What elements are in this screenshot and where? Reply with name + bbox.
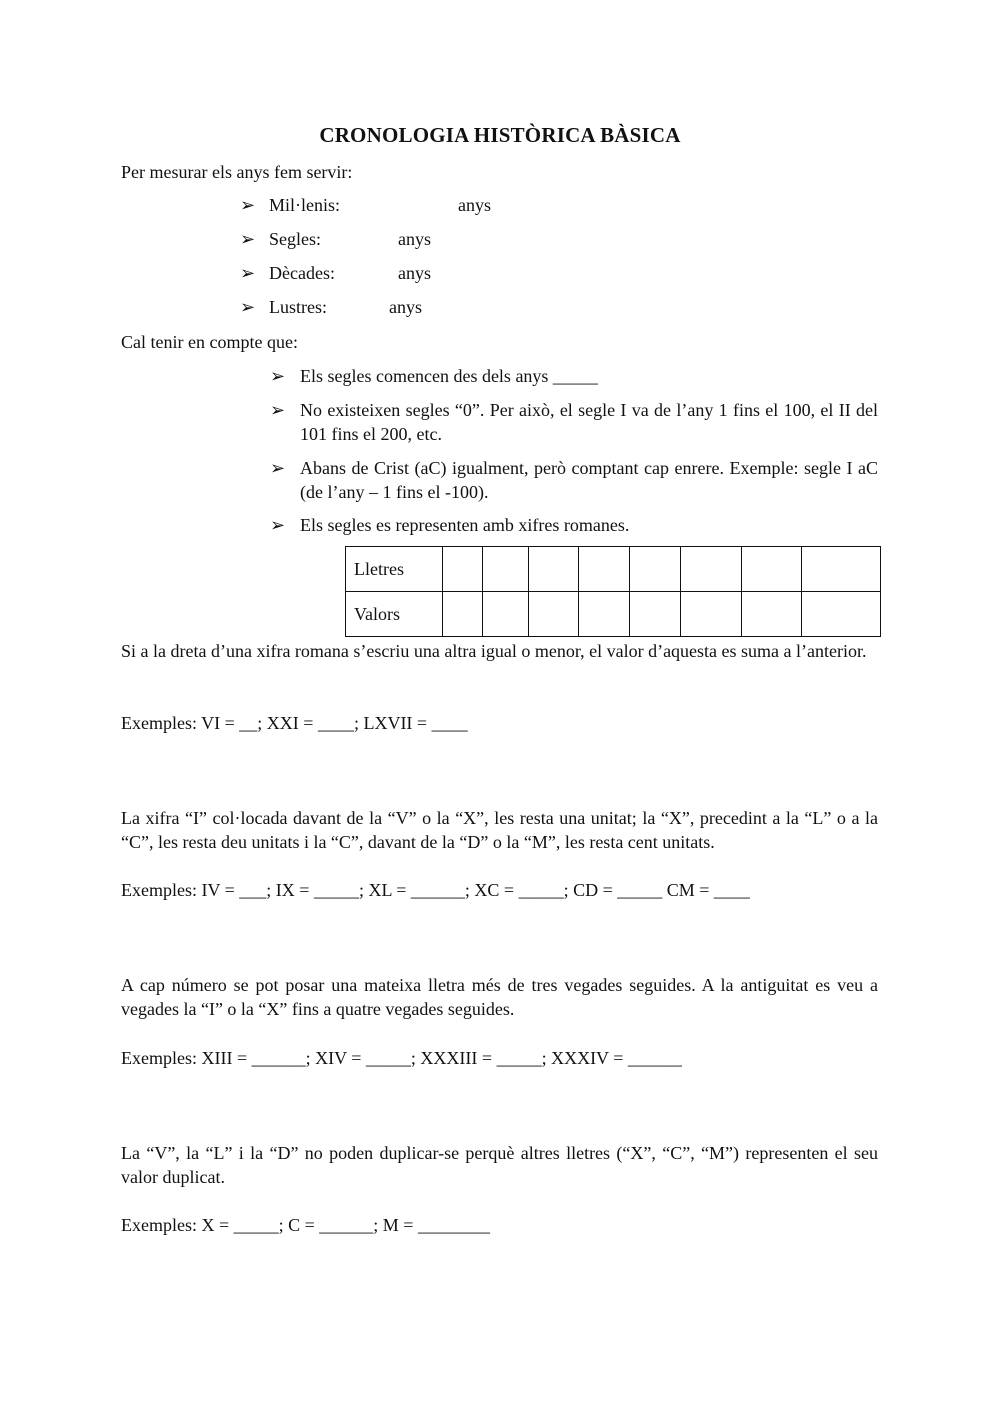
value-cell[interactable]: [681, 592, 742, 637]
unit-suffix: anys: [458, 195, 491, 215]
bullet-arrow-icon: ➢: [270, 366, 286, 386]
value-cell[interactable]: [529, 592, 579, 637]
table-row-values: [346, 592, 881, 637]
bullet-arrow-icon: ➢: [270, 400, 286, 420]
unit-label: Mil·lenis:: [269, 195, 340, 215]
unit-label: Segles:: [269, 229, 321, 249]
unit-suffix: anys: [398, 263, 431, 283]
letter-cell[interactable]: [443, 547, 483, 592]
value-cell[interactable]: [742, 592, 802, 637]
bullet-arrow-icon: ➢: [270, 515, 286, 535]
bullet-arrow-icon: ➢: [240, 195, 256, 215]
bullet-arrow-icon: ➢: [240, 297, 256, 317]
section-3-text: A cap número se pot posar una mateixa lletra més de tres vegades seguides. A la antiguitat es veu a vegades la “I” o la “X” fins a quatre vegades seguides.: [121, 975, 878, 1019]
rule-text: Els segles es representen amb xifres romanes.: [300, 515, 630, 535]
bullet-arrow-icon: ➢: [240, 229, 256, 249]
table-row-letters: [346, 547, 881, 592]
letter-cell[interactable]: [681, 547, 742, 592]
page-title: CRONOLOGIA HISTÒRICA BÀSICA: [319, 123, 681, 147]
unit-label: Lustres:: [269, 297, 327, 317]
roman-numerals-table: [345, 546, 881, 637]
letter-cell[interactable]: [802, 547, 881, 592]
value-cell[interactable]: [579, 592, 630, 637]
value-cell[interactable]: [483, 592, 529, 637]
letter-cell[interactable]: [742, 547, 802, 592]
section-3-examples: Exemples: XIII = ______; XIV = _____; XXXIII = _____; XXXIV = ______: [121, 1048, 682, 1068]
section-1-examples: Exemples: VI = __; XXI = ____; LXVII = ____: [121, 713, 468, 733]
letter-cell[interactable]: [630, 547, 681, 592]
row-label-values: Valors: [346, 592, 443, 637]
section-4-text: La “V”, la “L” i la “D” no poden duplicar-se perquè altres lletres (“X”, “C”, “M”) representen el seu valor duplicat.: [121, 1143, 878, 1187]
note-intro-text: Cal tenir en compte que:: [121, 332, 298, 352]
intro-text: Per mesurar els anys fem servir:: [121, 162, 353, 182]
section-2-examples: Exemples: IV = ___; IX = _____; XL = ______; XC = _____; CD = _____ CM = ____: [121, 880, 750, 900]
bullet-arrow-icon: ➢: [240, 263, 256, 283]
rule-text: Els segles comencen des dels anys _____: [300, 366, 598, 386]
letter-cell[interactable]: [579, 547, 630, 592]
letter-cell[interactable]: [483, 547, 529, 592]
value-cell[interactable]: [802, 592, 881, 637]
value-cell[interactable]: [630, 592, 681, 637]
bullet-arrow-icon: ➢: [270, 458, 286, 478]
value-cell[interactable]: [443, 592, 483, 637]
row-label-letters: Lletres: [346, 547, 443, 592]
unit-suffix: anys: [398, 229, 431, 249]
section-2-text: La xifra “I” col·locada davant de la “V” o la “X”, les resta una unitat; la “X”, precedint a la “L” o a la “C”, les resta deu unitats i la “C”, davant de la “D” o la “M”, les resta cent unitats.: [121, 808, 878, 852]
rule-text: No existeixen segles “0”. Per això, el segle I va de l’any 1 fins el 100, el II del 101 fins el 200, etc.: [300, 400, 878, 444]
rule-text: Abans de Crist (aC) igualment, però comptant cap enrere. Exemple: segle I aC (de l’any – 1 fins el -100).: [300, 458, 878, 502]
unit-suffix: anys: [389, 297, 422, 317]
section-1-text: Si a la dreta d’una xifra romana s’escriu una altra igual o menor, el valor d’aquesta es suma a l’anterior.: [121, 641, 867, 661]
unit-label: Dècades:: [269, 263, 335, 283]
section-4-examples: Exemples: X = _____; C = ______; M = ________: [121, 1215, 490, 1235]
letter-cell[interactable]: [529, 547, 579, 592]
